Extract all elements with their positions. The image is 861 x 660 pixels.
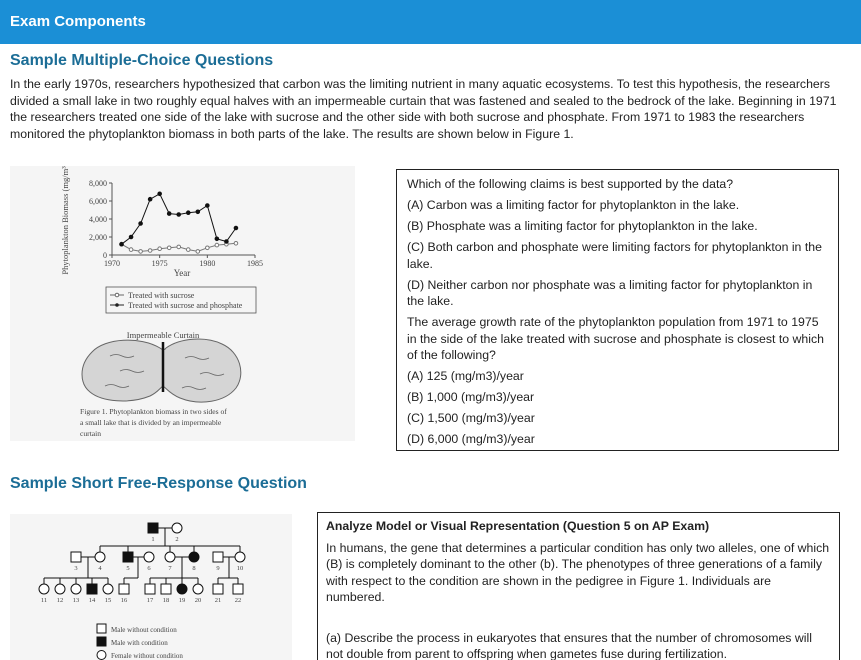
q2-option-b[interactable]: (B) 1,000 (mg/m3)/year [407,390,535,404]
figure-caption-line-1: Figure 1. Phytoplankton biomass in two sides of [80,407,227,416]
pedigree-number: 22 [234,597,242,604]
x-tick-label: 1975 [151,259,168,268]
q1-option-a[interactable]: (A) Carbon was a limiting factor for phytoplankton in the lake. [407,198,740,212]
data-point [129,235,133,239]
pedigree-panel [10,514,292,660]
pedigree-number: 19 [178,597,186,604]
legend-male-with-symbol [97,637,106,646]
pedigree-male-18 [161,584,171,594]
pedigree-male-21 [213,584,223,594]
pedigree-number: 13 [72,597,80,604]
mcq-question-box [396,169,839,451]
data-point [158,192,162,196]
pedigree-number: 3 [74,565,78,572]
header-bar [0,0,861,44]
pedigree-female-11 [39,584,49,594]
data-point [196,210,200,214]
legend-sucrose-label: Treated with sucrose [128,291,195,300]
data-point [167,246,171,250]
data-point [196,250,200,254]
y-tick-label: 0 [103,251,107,260]
pedigree-number: 4 [98,565,102,572]
series-line-sucrose-phosphate [122,194,236,244]
data-point [234,226,238,230]
pedigree-number: 1 [151,536,155,543]
pedigree-male-3 [71,552,81,562]
q2-option-d[interactable]: (D) 6,000 (mg/m3)/year [407,432,535,446]
data-point [120,242,124,246]
data-point [148,249,152,253]
pedigree-number: 5 [126,565,130,572]
pedigree-number: 12 [56,597,64,604]
pedigree-number: 8 [192,565,196,572]
pedigree-male-1 [148,523,158,533]
pedigree-number: 10 [236,565,244,572]
pedigree-female-13 [71,584,81,594]
figure-1-panel [10,166,355,441]
header-title: Exam Components [10,13,146,30]
pedigree-number: 16 [120,597,128,604]
pedigree-male-22 [233,584,243,594]
frq-box-title: Analyze Model or Visual Representation (Question 5 on AP Exam) [326,519,710,533]
legend-male-without: Male without condition [111,626,177,634]
x-tick-label: 1970 [104,259,120,268]
frq-part-a: (a) Describe the process in eukaryotes that ensures that the number of chromosomes will not double from parent to offspring when gametes fuse during fertilization. [326,630,812,660]
frq-box [317,512,840,660]
pedigree-male-5 [123,552,133,562]
pedigree-figure [10,514,292,660]
pedigree-number: 15 [104,597,112,604]
legend-female-without: Female without condition [111,652,183,660]
lake-illustration [82,339,241,402]
data-point [215,237,219,241]
pedigree-number: 6 [147,565,151,572]
pedigree-number: 11 [40,597,48,604]
pedigree-number: 18 [162,597,170,604]
pedigree-female-4 [95,552,105,562]
pedigree-female-2 [172,523,182,533]
q2-option-c[interactable]: (C) 1,500 (mg/m3)/year [407,411,535,425]
mcq-heading: Sample Multiple-Choice Questions [10,52,274,69]
pedigree-female-6 [144,552,154,562]
x-tick-label: 1980 [199,259,216,268]
data-point [139,222,143,226]
q1-option-d[interactable]: (D) Neither carbon nor phosphate was a limiting factor for phytoplankton in the lake. [407,277,813,308]
legend-phosphate-marker [115,303,119,307]
legend-phosphate-label: Treated with sucrose and phosphate [128,301,243,310]
biomass-chart [60,166,263,313]
pedigree-male-16 [119,584,129,594]
data-point [186,211,190,215]
x-tick-label: 1985 [247,259,263,268]
figure-1 [10,166,355,441]
q1-option-c[interactable]: (C) Both carbon and phosphate were limiting factors for phytoplankton in the lake. [407,240,822,271]
frq-body: In humans, the gene that determines a particular condition has only two alleles, one of which (B) is completely dominant to the other (b). The phenotypes of three generations of a family with respect to the condition are shown in the pedigree in Figure 1. Individuals are numbered. [326,540,830,604]
legend-sucrose-marker [115,293,119,297]
data-point [177,213,181,217]
pedigree-male-9 [213,552,223,562]
pedigree-female-7 [165,552,175,562]
y-tick-label: 2,000 [89,233,107,242]
pedigree-female-10 [235,552,245,562]
q1-stem: Which of the following claims is best supported by the data? [407,177,734,191]
y-axis-label-text: Phytoplankton Biomass (mg/m³) [60,166,70,275]
curtain-label: Impermeable Curtain [126,330,200,340]
legend-male-without-symbol [97,624,106,633]
y-tick-label: 8,000 [89,179,107,188]
pedigree-female-15 [103,584,113,594]
data-point [177,245,181,249]
q2-option-a[interactable]: (A) 125 (mg/m3)/year [407,369,524,383]
y-tick-label: 6,000 [89,197,107,206]
pedigree-lines [39,523,245,594]
figure-caption-line-2: a small lake that is divided by an impermeable [80,418,222,427]
pedigree-female-12 [55,584,65,594]
data-point [167,212,171,216]
pedigree-female-20 [193,584,203,594]
data-point [234,242,238,246]
data-point [225,240,229,244]
legend-female-without-symbol [97,651,106,660]
data-point [206,246,210,250]
pedigree-number: 7 [168,565,172,572]
y-tick-label: 4,000 [89,215,107,224]
pedigree-number: 2 [175,536,179,543]
data-point [206,204,210,208]
pedigree-number: 9 [216,565,220,572]
data-point [186,248,190,252]
legend-male-with: Male with condition [111,639,168,647]
data-point [148,197,152,201]
pedigree-male-14 [87,584,97,594]
pedigree-female-8 [189,552,199,562]
pedigree-number: 17 [146,597,154,604]
data-point [129,248,133,252]
data-point [158,247,162,251]
pedigree-number: 21 [214,597,222,604]
frq-heading: Sample Short Free-Response Question [10,475,307,492]
pedigree-number: 14 [88,597,96,604]
q1-option-b[interactable]: (B) Phosphate was a limiting factor for phytoplankton in the lake. [407,219,758,233]
q2-stem: The average growth rate of the phytoplankton population from 1971 to 1975 in the side of the lake treated with sucrose and phosphate is closest to which of the following? [407,315,824,362]
mcq-intro: In the early 1970s, researchers hypothesized that carbon was the limiting nutrient in many aquatic ecosystems. To test this hypothesis, the researchers divided a small lake in two roughly equal halves with an impermeable curtain that was fastened and sealed to the bedrock of the lake. Beginning in 1971 the researchers treated one side of the lake with sucrose and the other side with both sucrose and phosphate. From 1971 to 1983 the researchers monitored the phytoplankton biomass in both parts of the lake. The results are shown below in Figure 1. [10,77,837,141]
pedigree-number: 20 [194,597,202,604]
x-axis-label: Year [173,268,191,278]
y-axis-label [60,166,70,275]
pedigree-male-17 [145,584,155,594]
data-point [139,250,143,254]
figure-caption-line-3: curtain [80,429,102,438]
data-point [215,243,219,247]
pedigree-female-19 [177,584,187,594]
